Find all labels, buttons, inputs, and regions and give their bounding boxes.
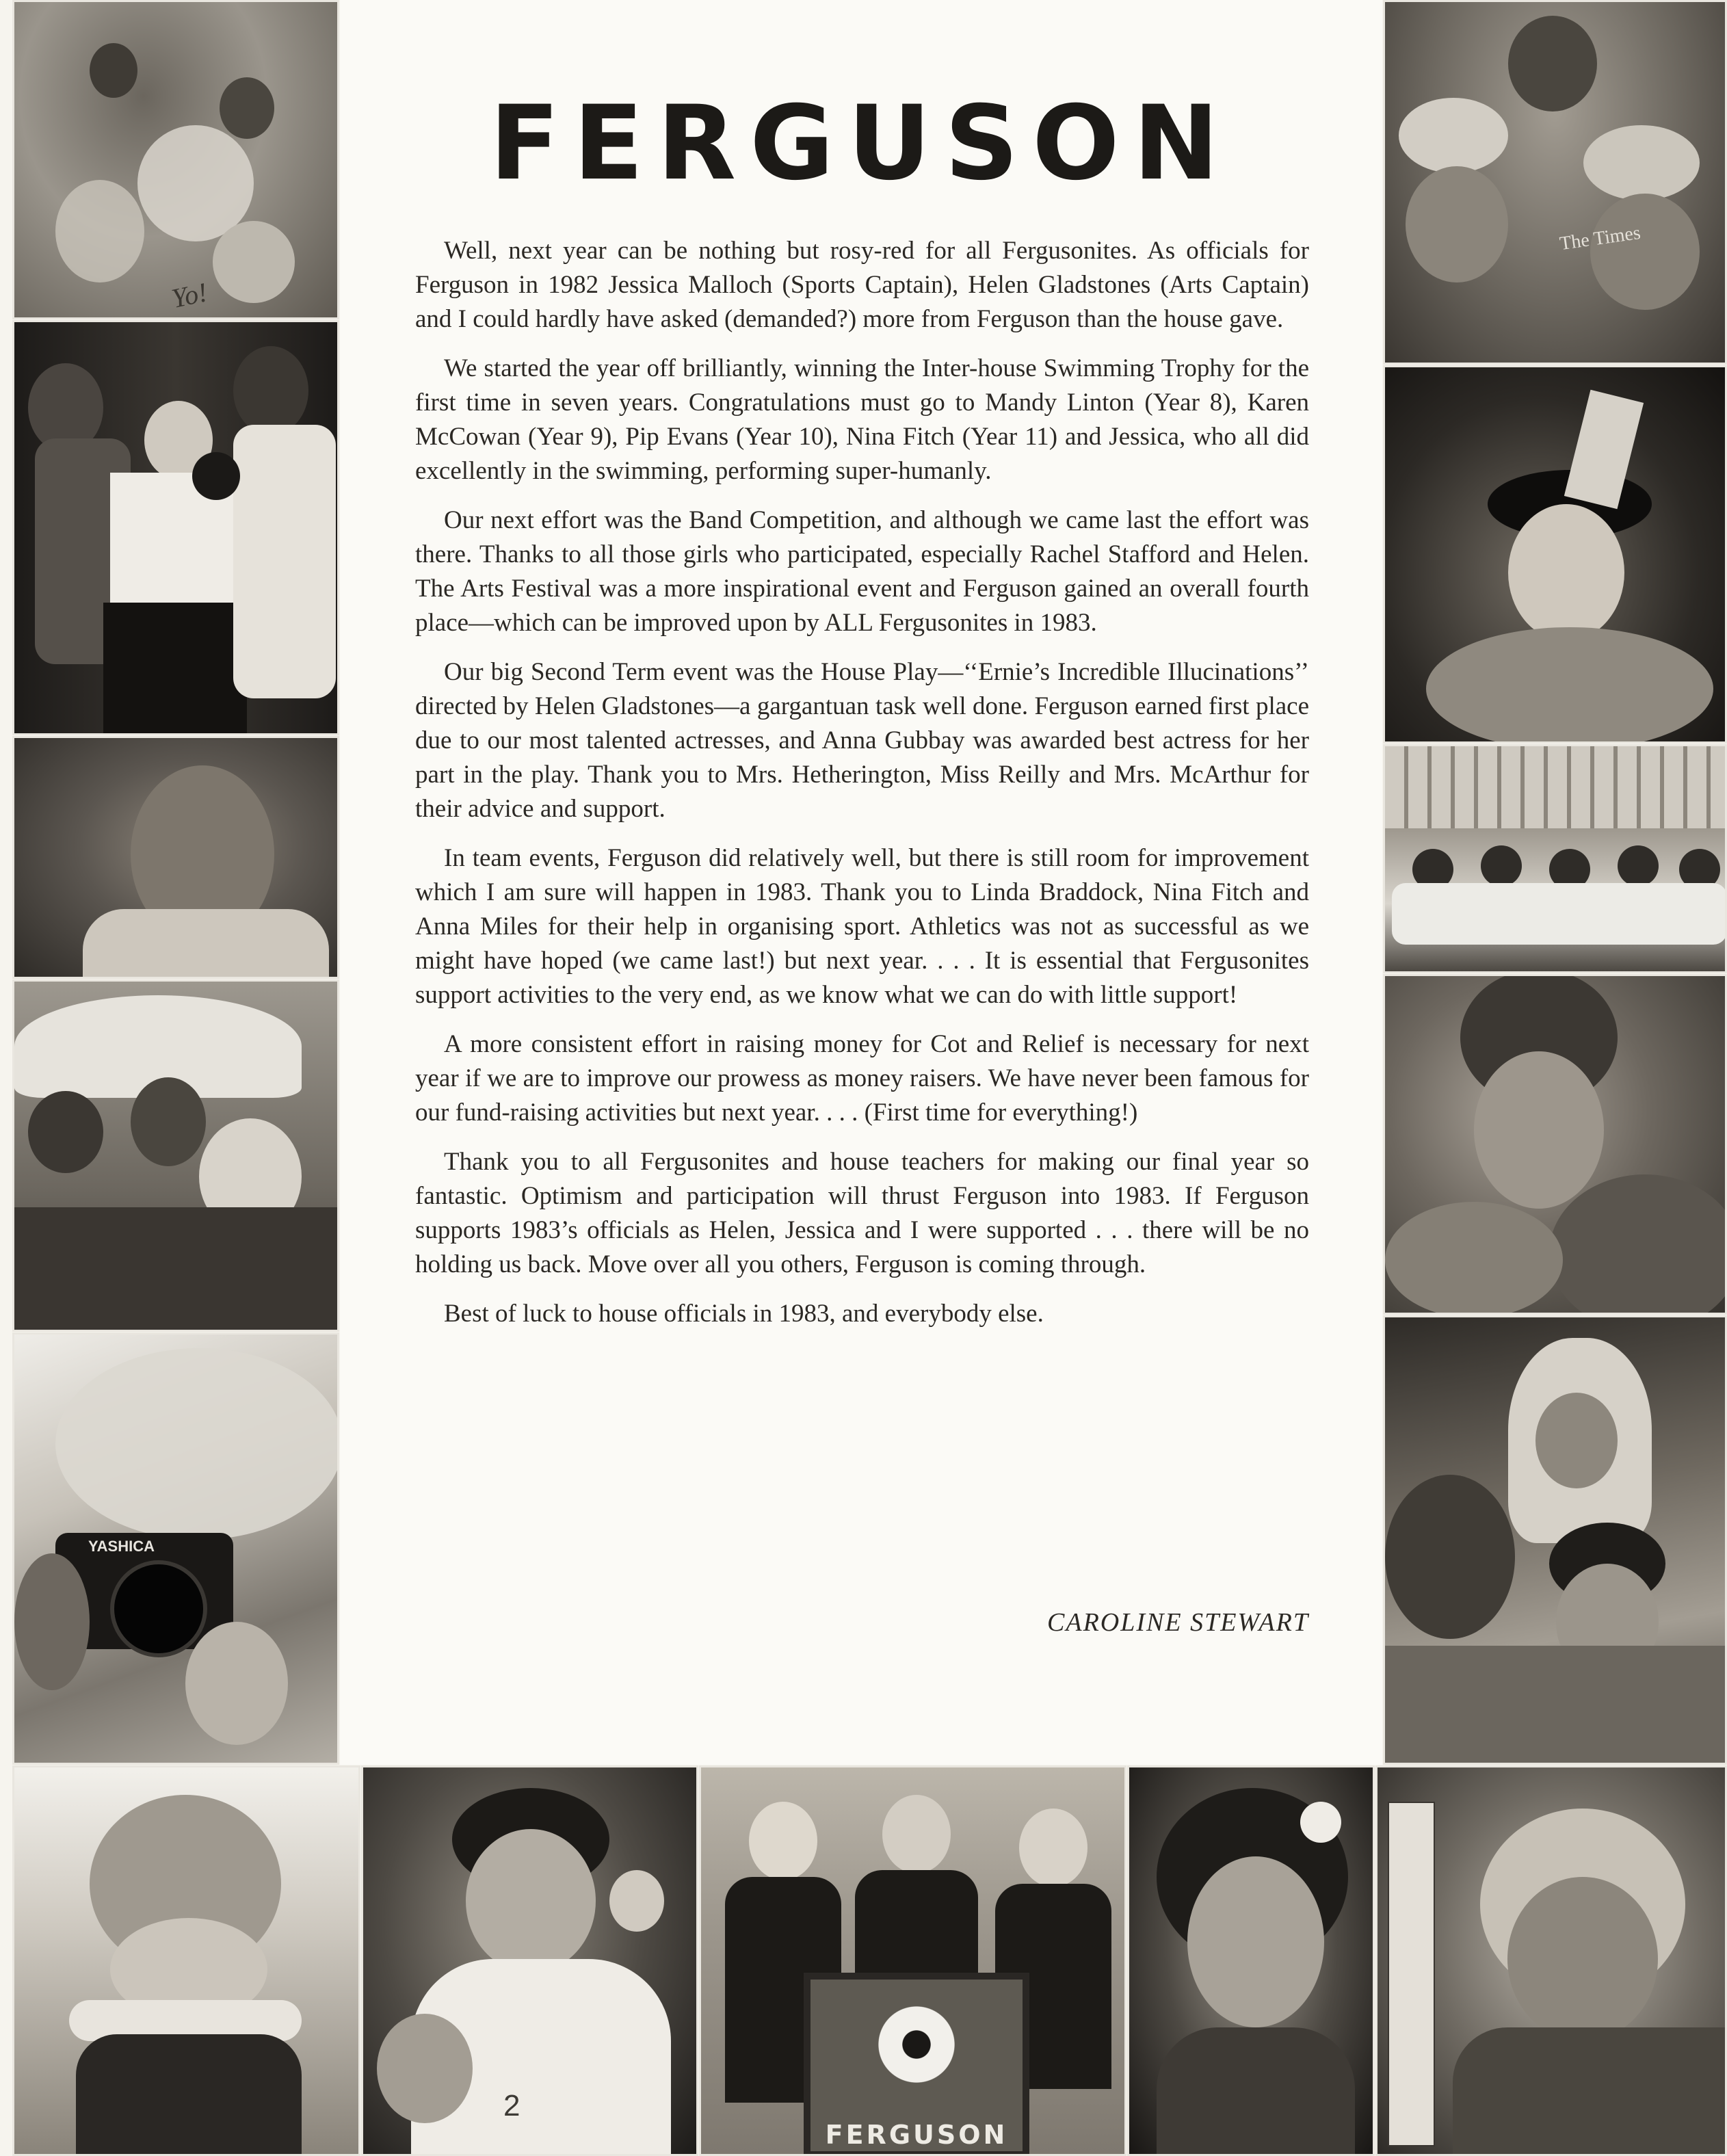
photo-right-assembly-hall	[1383, 744, 1727, 973]
author-signature: CAROLINE STEWART	[1047, 1608, 1309, 1637]
photo-right-boy-portrait	[1383, 974, 1727, 1315]
article-paragraph: Well, next year can be nothing but rosy-red for all Fergusonites. As officials for Ferguson in 1982 Jessica Malloch (Sports Captain), Helen Gladstones (Arts Captain) and I could hardly have asked (demanded?) more from Ferguson than the house gave.	[415, 237, 1309, 333]
article-panel	[340, 0, 1382, 1765]
article-paragraph: Best of luck to house officials in 1983, and everybody else.	[444, 1300, 1044, 1328]
photo-right-cheering-girls	[1383, 0, 1727, 365]
article-paragraph: In team events, Ferguson did relatively well, but there is still room for improvement which I am sure will happen in 1983. Thank you to Linda Braddock, Nina Fitch and Anna Miles for their help in organising sport. Athletics was not as successful as we might have hoped (we came last!) but next year. . . . It is essential that Fergusonites support activities to the very end, as we know what we can do with little support!	[415, 844, 1309, 1009]
photo-left-boxing-skit	[12, 320, 339, 735]
photo-right-hat-girl	[1383, 365, 1727, 744]
camera-brand-label: YASHICA	[88, 1538, 155, 1555]
photo-bottom-swim-cap-girl	[12, 1765, 360, 2156]
photo-bottom-girl-with-bow	[1127, 1765, 1375, 2156]
photo-bottom-skier-girl	[1375, 1765, 1727, 2156]
photo-bottom-officials-banner	[699, 1765, 1126, 2156]
house-title: FERGUSON	[489, 84, 1233, 203]
article-paragraph: Thank you to all Fergusonites and house teachers for making our final year so fantastic. Optimism and participation will thrust Ferguson into 1983. If Ferguson supports 1983’s officials as Helen, Jessica and I were supported . . . there will be no holding us back. Move over all you others, Ferguson is coming through.	[415, 1148, 1309, 1278]
photo-left-crowd-balloons	[12, 0, 339, 319]
t-shirt-label: The Times	[1558, 222, 1642, 255]
article-paragraph: Our next effort was the Band Competition, and although we came last the effort was there. Thanks to all those girls who participated, especially Rachel Stafford and Helen. The Arts Festival was a more inspirational event and Ferguson gained an overall fourth place—which can be improved upon by ALL Fergusonites in 1983.	[415, 506, 1309, 637]
photo-bottom-laughing-girl	[361, 1765, 698, 2156]
shirt-number: 2	[503, 2089, 520, 2122]
banner-label: FERGUSON	[825, 2120, 1008, 2150]
balloon-label: Yo!	[168, 276, 211, 314]
article-paragraph: Our big Second Term event was the House Play—‘‘Ernie’s Incredible Illucinations’’ directed by Helen Gladstones—a gargantuan task well done. Ferguson earned first place due to our most talented actresses, and Anna Gubbay was awarded best actress for her part in the play. Thank you to Mrs. Hetherington, Miss Reilly and Mrs. McArthur for their advice and support.	[415, 658, 1309, 823]
article-paragraph: We started the year off brilliantly, winning the Inter-house Swimming Trophy for the first time in seven years. Congratulations must go to Mandy Linton (Year 8), Karen McCowan (Year 9), Pip Evans (Year 10), Nina Fitch (Year 11) and Jessica, who all did excellently in the swimming, performing super-humanly.	[415, 354, 1309, 485]
house-banner	[804, 1973, 1029, 2156]
photo-left-camera-girl	[12, 1332, 339, 1765]
photo-right-swimmers-towels	[1383, 1315, 1727, 1765]
article-paragraph: A more consistent effort in raising money for Cot and Relief is necessary for next year if we are to improve our prowess as money raisers. We have never been famous for our fund-raising activities but next year. . . . (First time for everything!)	[415, 1030, 1309, 1127]
flower-icon	[872, 2000, 961, 2089]
article-body	[415, 234, 1309, 1346]
photo-left-girl-portrait	[12, 736, 339, 979]
photo-left-umbrella-teddy	[12, 980, 339, 1332]
